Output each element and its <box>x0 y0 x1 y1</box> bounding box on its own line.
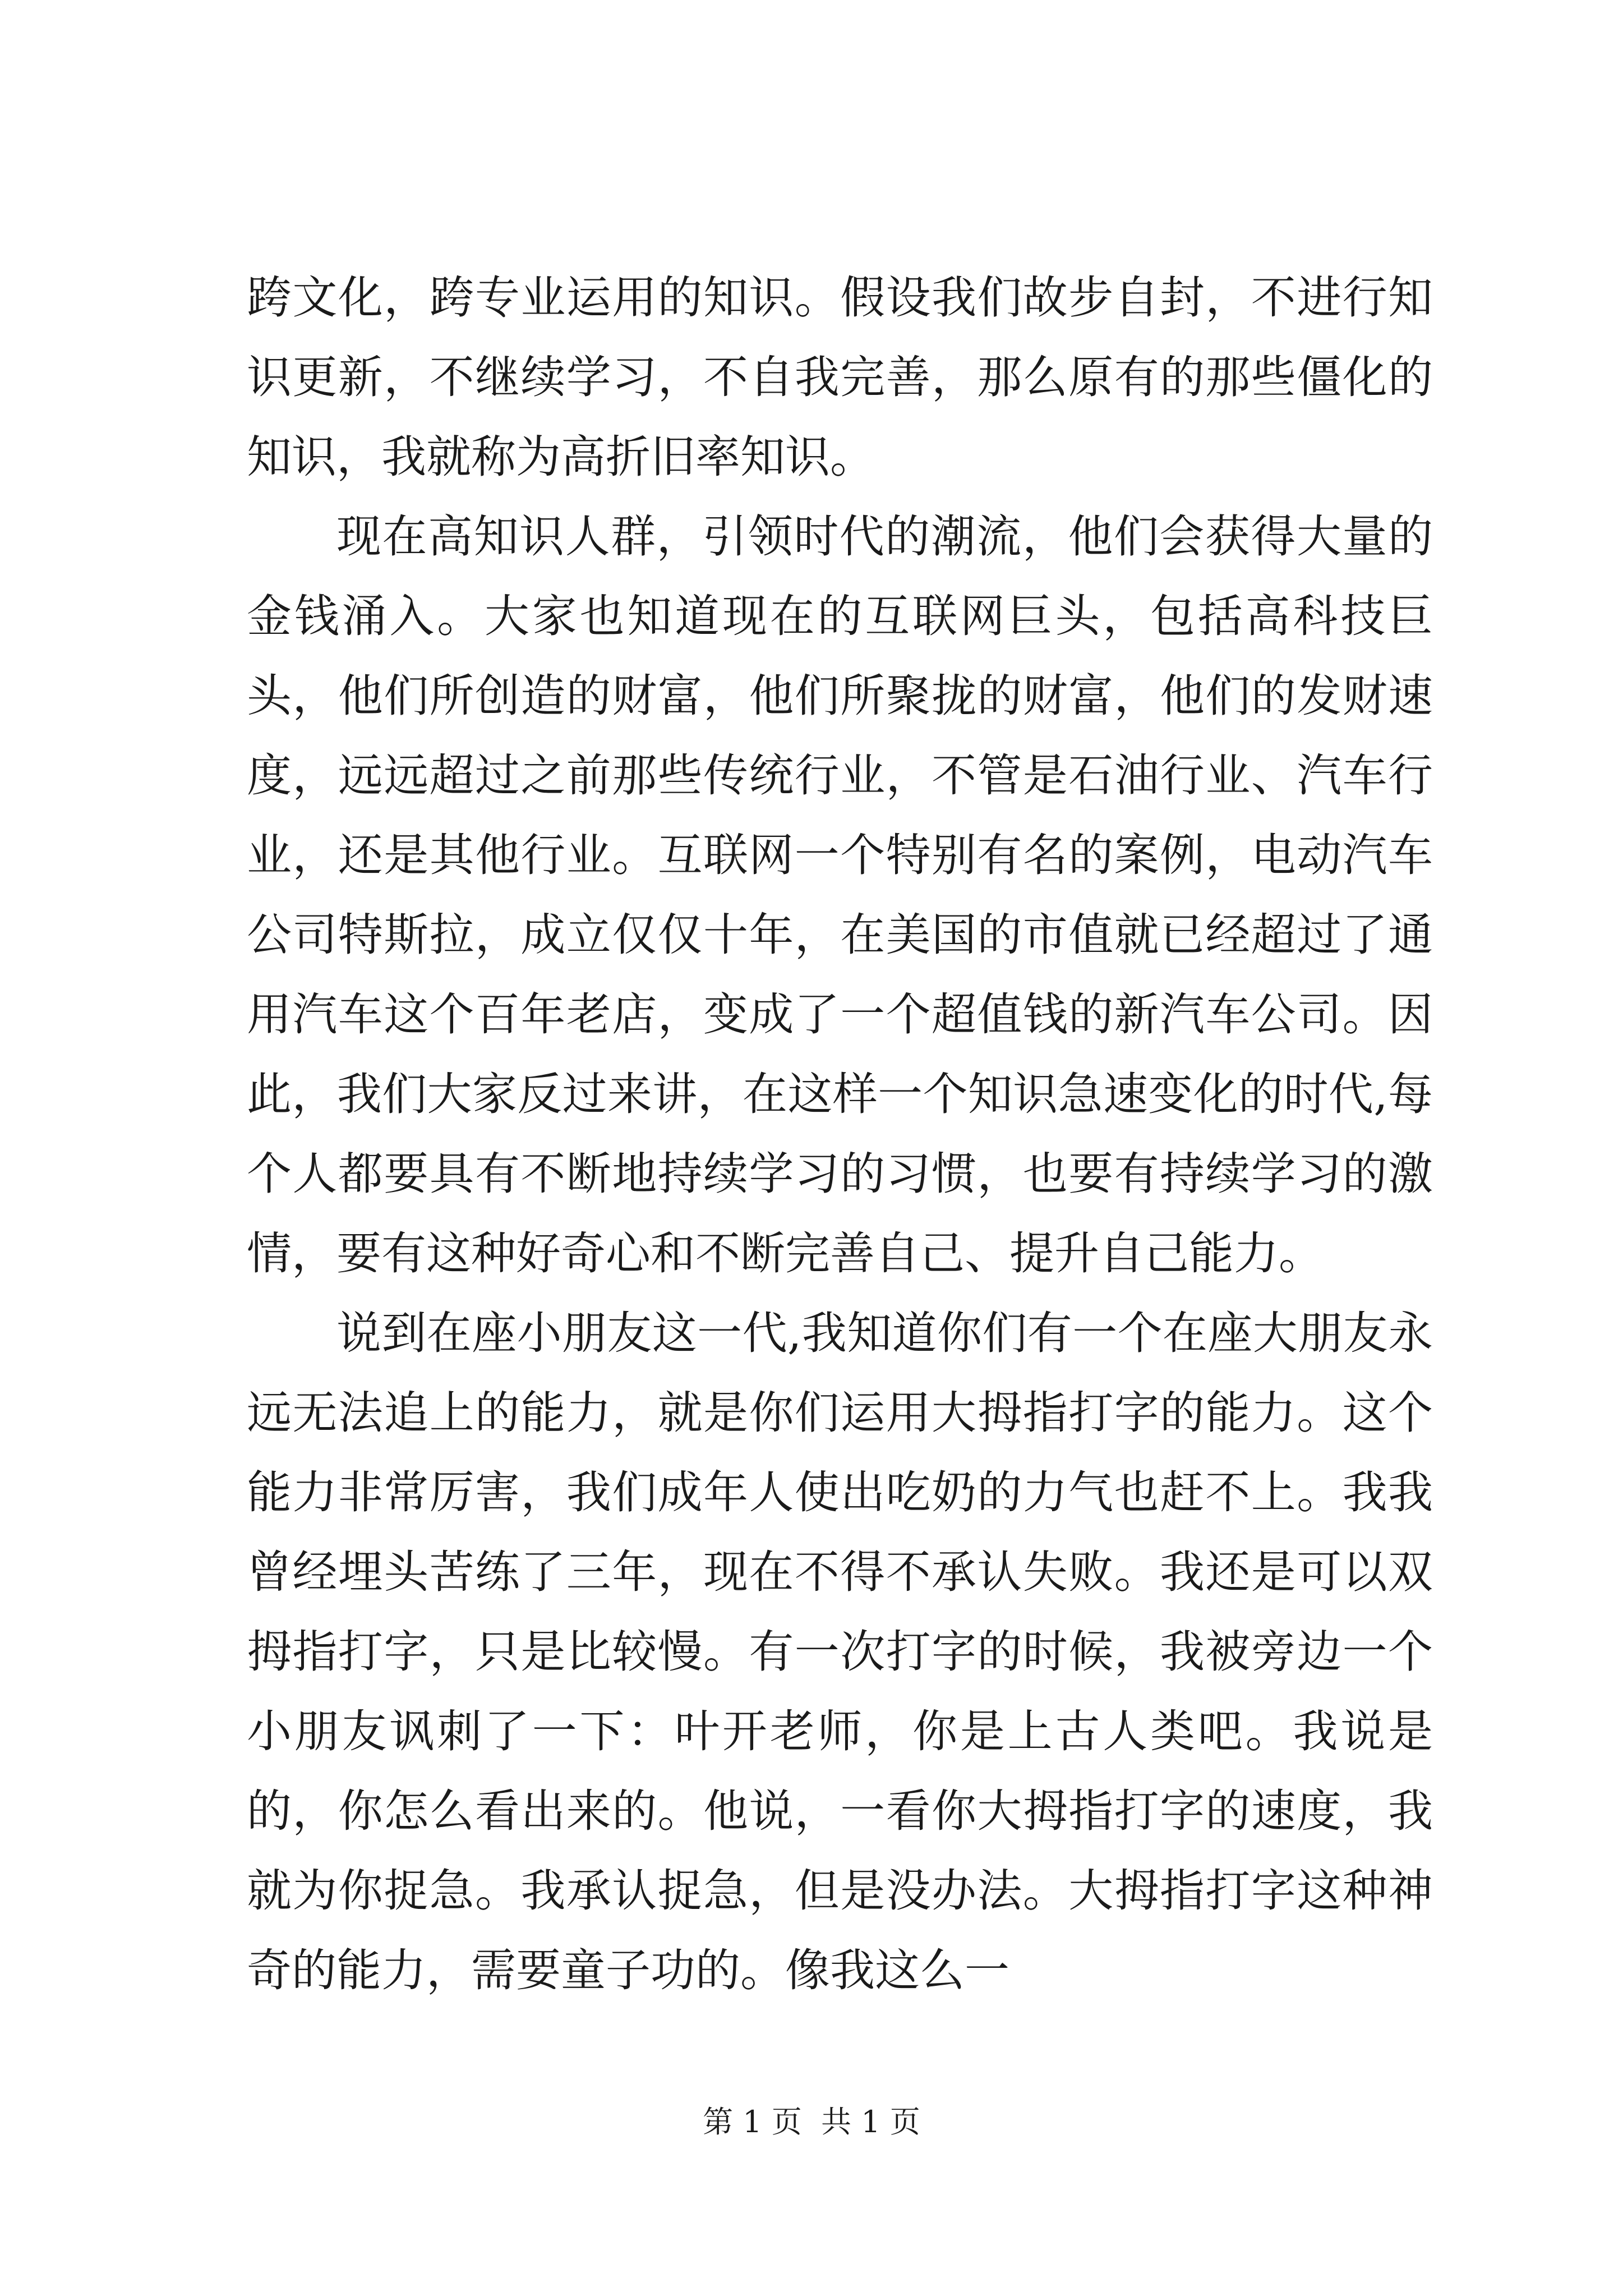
paragraph-3: 说到在座小朋友这一代,我知道你们有一个在座大朋友永远无法追上的能力，就是你们运用大拇指打字的能力。这个能力非常厉害，我们成年人使出吃奶的力气也赶不上。我我曾经埋头苦练了三年，现在不得不承认失败。我还是可以双拇指打字，只是比较慢。有一次打字的时候，我被旁边一个小朋友讽刺了一下：叶开老师，你是上古人类吧。我说是的，你怎么看出来的。他说，一看你大拇指打字的速度，我就为你捉急。我承认捉急，但是没办法。大拇指打字这种神奇的能力，需要童子功的。像我这么一 <box>247 1307 1433 1996</box>
page-footer: 第 1 页 共 1 页 <box>703 2104 920 2139</box>
document-body <box>247 258 1433 2010</box>
paragraph-2: 现在高知识人群，引领时代的潮流，他们会获得大量的金钱涌入。大家也知道现在的互联网巨头，包括高科技巨头，他们所创造的财富，他们所聚拢的财富，他们的发财速度，远远超过之前那些传统行业，不管是石油行业、汽车行业，还是其他行业。互联网一个特别有名的案例，电动汽车公司特斯拉，成立仅仅十年，在美国的市值就已经超过了通用汽车这个百年老店，变成了一个超值钱的新汽车公司。因此，我们大家反过来讲，在这样一个知识急速变化的时代,每个人都要具有不断地持续学习的习惯，也要有持续学习的激情，要有这种好奇心和不断完善自己、提升自己能力。 <box>247 510 1433 1280</box>
paragraph-1: 跨文化，跨专业运用的知识。假设我们故步自封，不进行知识更新，不继续学习，不自我完善，那么原有的那些僵化的知识，我就称为高折旧率知识。 <box>247 272 1433 483</box>
